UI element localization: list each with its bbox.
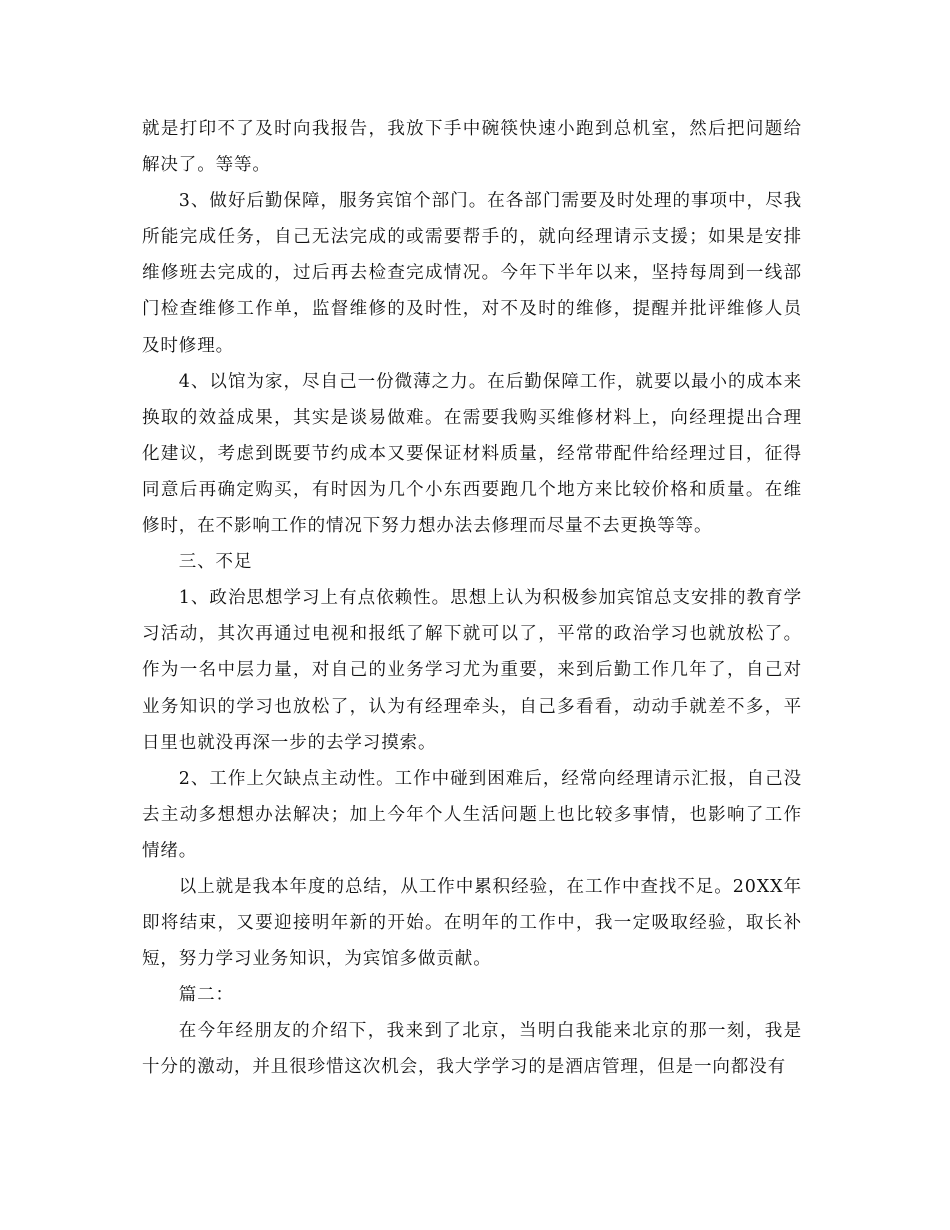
paragraph-continuation: 就是打印不了及时向我报告，我放下手中碗筷快速小跑到总机室，然后把问题给解决了。等等。 <box>142 119 802 176</box>
section-heading-part-two: 篇二： <box>178 985 234 1006</box>
paragraph-item-3: 3、做好后勤保障，服务宾馆个部门。在各部门需要及时处理的事项中，尽我所能完成任务，自己无法完成的或需要帮手的，就向经理请示支援；如果是安排维修班去完成的，过后再去检查完成情况。今年下半年以来，坚持每周到一线部门检查维修工作单，监督维修的及时性，对不及时的维修，提醒并批评维修人员及时修理。 <box>142 191 802 356</box>
paragraph-conclusion: 以上就是我本年度的总结，从工作中累积经验，在工作中查找不足。20XX年即将结束，又要迎接明年新的开始。在明年的工作中，我一定吸取经验，取长补短，努力学习业务知识，为宾馆多做贡献。 <box>142 876 802 970</box>
paragraph-part-two-intro: 在今年经朋友的介绍下，我来到了北京，当明白我能来北京的那一刻，我是十分的激动，并且很珍惜这次机会，我大学学习的是酒店管理，但是一向都没有 <box>142 1021 802 1078</box>
document-body <box>142 111 802 1086</box>
paragraph-shortcoming-1: 1、政治思想学习上有点依赖性。思想上认为积极参加宾馆总支安排的教育学习活动，其次再通过电视和报纸了解下就可以了，平常的政治学习也就放松了。作为一名中层力量，对自己的业务学习尤为重要，来到后勤工作几年了，自己对业务知识的学习也放松了，认为有经理牵头，自己多看看，动动手就差不多，平日里也就没再深一步的去学习摸索。 <box>142 588 802 753</box>
section-heading-shortcomings: 三、不足 <box>178 552 253 573</box>
paragraph-shortcoming-2: 2、工作上欠缺点主动性。工作中碰到困难后，经常向经理请示汇报，自己没去主动多想想办法解决；加上今年个人生活问题上也比较多事情，也影响了工作情绪。 <box>142 768 802 861</box>
paragraph-item-4: 4、以馆为家，尽自己一份微薄之力。在后勤保障工作，就要以最小的成本来换取的效益成果，其实是谈易做难。在需要我购买维修材料上，向经理提出合理化建议，考虑到既要节约成本又要保证材料质量，经常带配件给经理过目，征得同意后再确定购买，有时因为几个小东西要跑几个地方来比较价格和质量。在维修时，在不影响工作的情况下努力想办法去修理而尽量不去更换等等。 <box>142 371 802 537</box>
